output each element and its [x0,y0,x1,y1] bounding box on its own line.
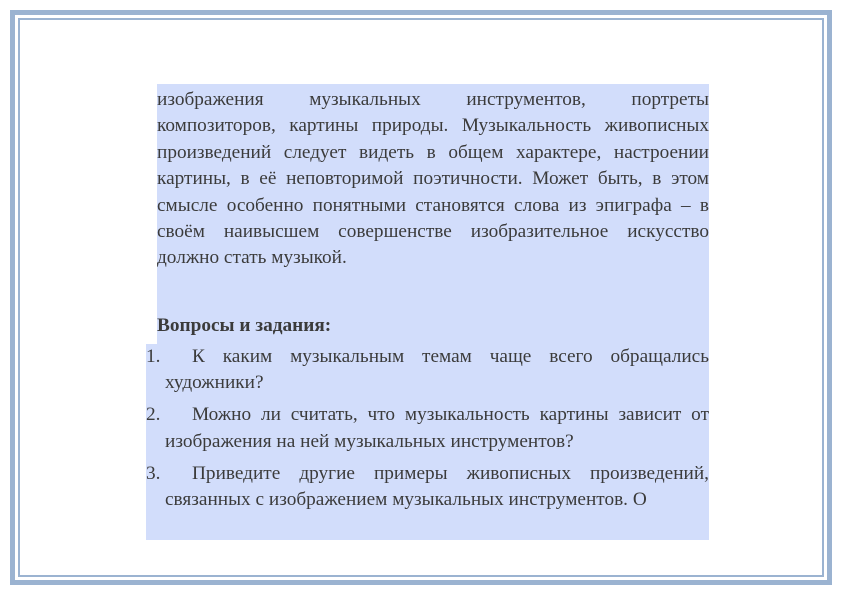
questions-list [146,344,709,540]
question-number-1: 1. [146,346,161,367]
question-text-3: Приведите другие примеры живописных произведений, связанных с изображением музыкальных инструментов. О [165,462,709,511]
body-paragraph: изображения музыкальных инструментов, портреты композиторов, картины природы. Музыкальность живописных произведений следует видеть в общем характере, настроении картины, в её неповторимой поэтичности. Может быть, в этом смысле особенно понятными становятся слова из эпиграфа – в своём наивысшем совершенстве изобразительное искусство должно стать музыкой. [157,84,709,305]
question-text-2: Можно ли считать, что музыкальность картины зависит от изображения на ней музыкальных инструментов? [165,404,709,452]
question-item-3 [146,461,709,514]
question-number-3: 3. [146,462,161,484]
questions-heading: Вопросы и задания: [157,305,709,344]
question-number-2: 2. [146,404,161,426]
question-text-1: К каким музыкальным темам чаще всего обращались художники? [165,346,709,394]
question-item-2 [146,402,709,455]
question-item-1 [146,344,709,397]
